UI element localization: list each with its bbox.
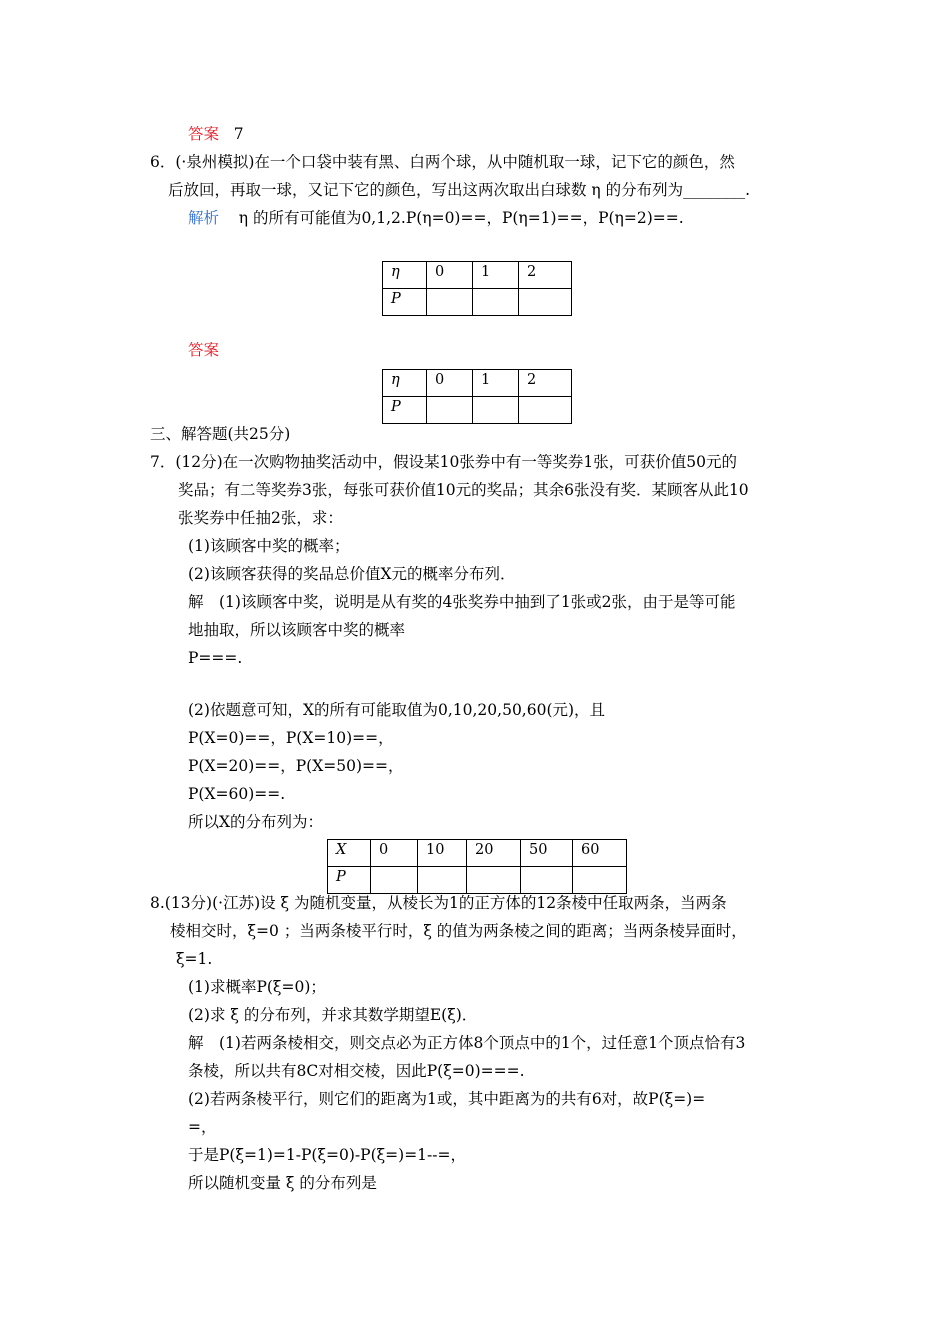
q8-line: 8.(13分)(·江苏)设 ξ 为随机变量，从棱长为1的正方体的12条棱中任取两条，当两条 <box>150 894 727 912</box>
q6-analysis <box>188 208 684 228</box>
table-cell: η <box>383 262 427 289</box>
table-cell <box>519 397 572 424</box>
table-cell: 60 <box>573 840 627 867</box>
q8-line: (2)若两条棱平行，则它们的距离为1或，其中距离为的共有6对，故P(ξ=)= <box>188 1090 706 1108</box>
q6-analysis-text: η 的所有可能值为0,1,2.P(η=0)==，P(η=1)==，P(η=2)==. <box>238 209 684 227</box>
q6-line-2: 后放回，再取一球，又记下它的颜色，写出这两次取出白球数 η 的分布列为________. <box>168 181 751 199</box>
q7-line: P(X=60)==. <box>188 785 286 803</box>
q7-line: 所以X的分布列为： <box>188 813 324 831</box>
table-cell: 0 <box>427 370 473 397</box>
q8-line: 棱相交时，ξ=0 ；当两条棱平行时，ξ 的值为两条棱之间的距离；当两条棱异面时， <box>170 922 747 940</box>
q8-line: (1)求概率P(ξ=0)； <box>188 978 326 996</box>
q6-line-1: 6．(·泉州模拟)在一个口袋中装有黑、白两个球，从中随机取一球，记下它的颜色，然 <box>150 153 735 171</box>
table-cell: 2 <box>519 370 572 397</box>
table-cell: X <box>328 840 371 867</box>
table-cell: 1 <box>473 370 519 397</box>
table-cell: 1 <box>473 262 519 289</box>
q7-line: P(X=0)==，P(X=10)==， <box>188 729 394 747</box>
q7-distribution-table <box>327 839 627 894</box>
table-cell: P <box>328 867 371 894</box>
table-cell <box>371 867 418 894</box>
q8-line: 解 (1)若两条棱相交，则交点必为正方体8个顶点中的1个，过任意1个顶点恰有3 <box>188 1034 746 1052</box>
q6-answer-label: 答案 <box>188 341 220 359</box>
q7-line: (2)该顾客获得的奖品总价值X元的概率分布列． <box>188 565 516 583</box>
table-row <box>328 867 627 894</box>
table-cell: 2 <box>519 262 572 289</box>
table-cell: 20 <box>467 840 521 867</box>
q8-line: 条棱，所以共有8C对相交棱，因此P(ξ=0)===. <box>188 1062 525 1080</box>
q7-line: 奖品；有二等奖券3张，每张可获价值10元的奖品；其余6张没有奖．某顾客从此10 <box>178 481 749 499</box>
table-cell <box>418 867 467 894</box>
q7-line: 张奖券中任抽2张，求： <box>178 509 343 527</box>
q7-line: 7．(12分)在一次购物抽奖活动中，假设某10张券中有一等奖券1张，可获价值50元的 <box>150 453 737 471</box>
section-heading: 三、解答题(共25分) <box>150 425 291 443</box>
q8-line: 于是P(ξ=1)=1-P(ξ=0)-P(ξ=)=1--=， <box>188 1146 467 1164</box>
q5-answer-value: 7 <box>233 125 244 143</box>
q8-line: =， <box>188 1118 217 1136</box>
table-row <box>383 289 572 316</box>
q7-line: (2)依题意可知，X的所有可能取值为0,10,20,50,60(元)，且 <box>188 701 606 719</box>
table-cell <box>473 289 519 316</box>
q8-line: 所以随机变量 ξ 的分布列是 <box>188 1174 377 1192</box>
q7-line: 地抽取，所以该顾客中奖的概率 <box>188 621 406 639</box>
table-cell: 10 <box>418 840 467 867</box>
q5-answer <box>188 124 244 144</box>
table-cell: 0 <box>427 262 473 289</box>
table-cell <box>467 867 521 894</box>
q8-line: ξ=1. <box>176 950 213 968</box>
q7-line: P===. <box>188 649 243 667</box>
table-cell: η <box>383 370 427 397</box>
table-cell: P <box>383 289 427 316</box>
q7-line: 解 (1)该顾客中奖，说明是从有奖的4张奖券中抽到了1张或2张，由于是等可能 <box>188 593 736 611</box>
q6-analysis-label: 解析 <box>188 209 220 227</box>
table-row <box>383 370 572 397</box>
table-cell <box>427 397 473 424</box>
q8-line: (2)求 ξ 的分布列，并求其数学期望E(ξ)． <box>188 1006 478 1024</box>
table-cell <box>521 867 573 894</box>
table-cell <box>519 289 572 316</box>
q6-answer-table <box>382 369 572 424</box>
q7-line: P(X=20)==，P(X=50)==， <box>188 757 404 775</box>
table-cell: P <box>383 397 427 424</box>
table-cell <box>427 289 473 316</box>
table-cell <box>573 867 627 894</box>
q6-distribution-table <box>382 261 572 316</box>
table-row <box>383 397 572 424</box>
table-row <box>328 840 627 867</box>
q7-line: (1)该顾客中奖的概率； <box>188 537 350 555</box>
table-row <box>383 262 572 289</box>
table-cell <box>473 397 519 424</box>
table-cell: 0 <box>371 840 418 867</box>
table-cell: 50 <box>521 840 573 867</box>
q5-answer-label: 答案 <box>188 125 220 143</box>
